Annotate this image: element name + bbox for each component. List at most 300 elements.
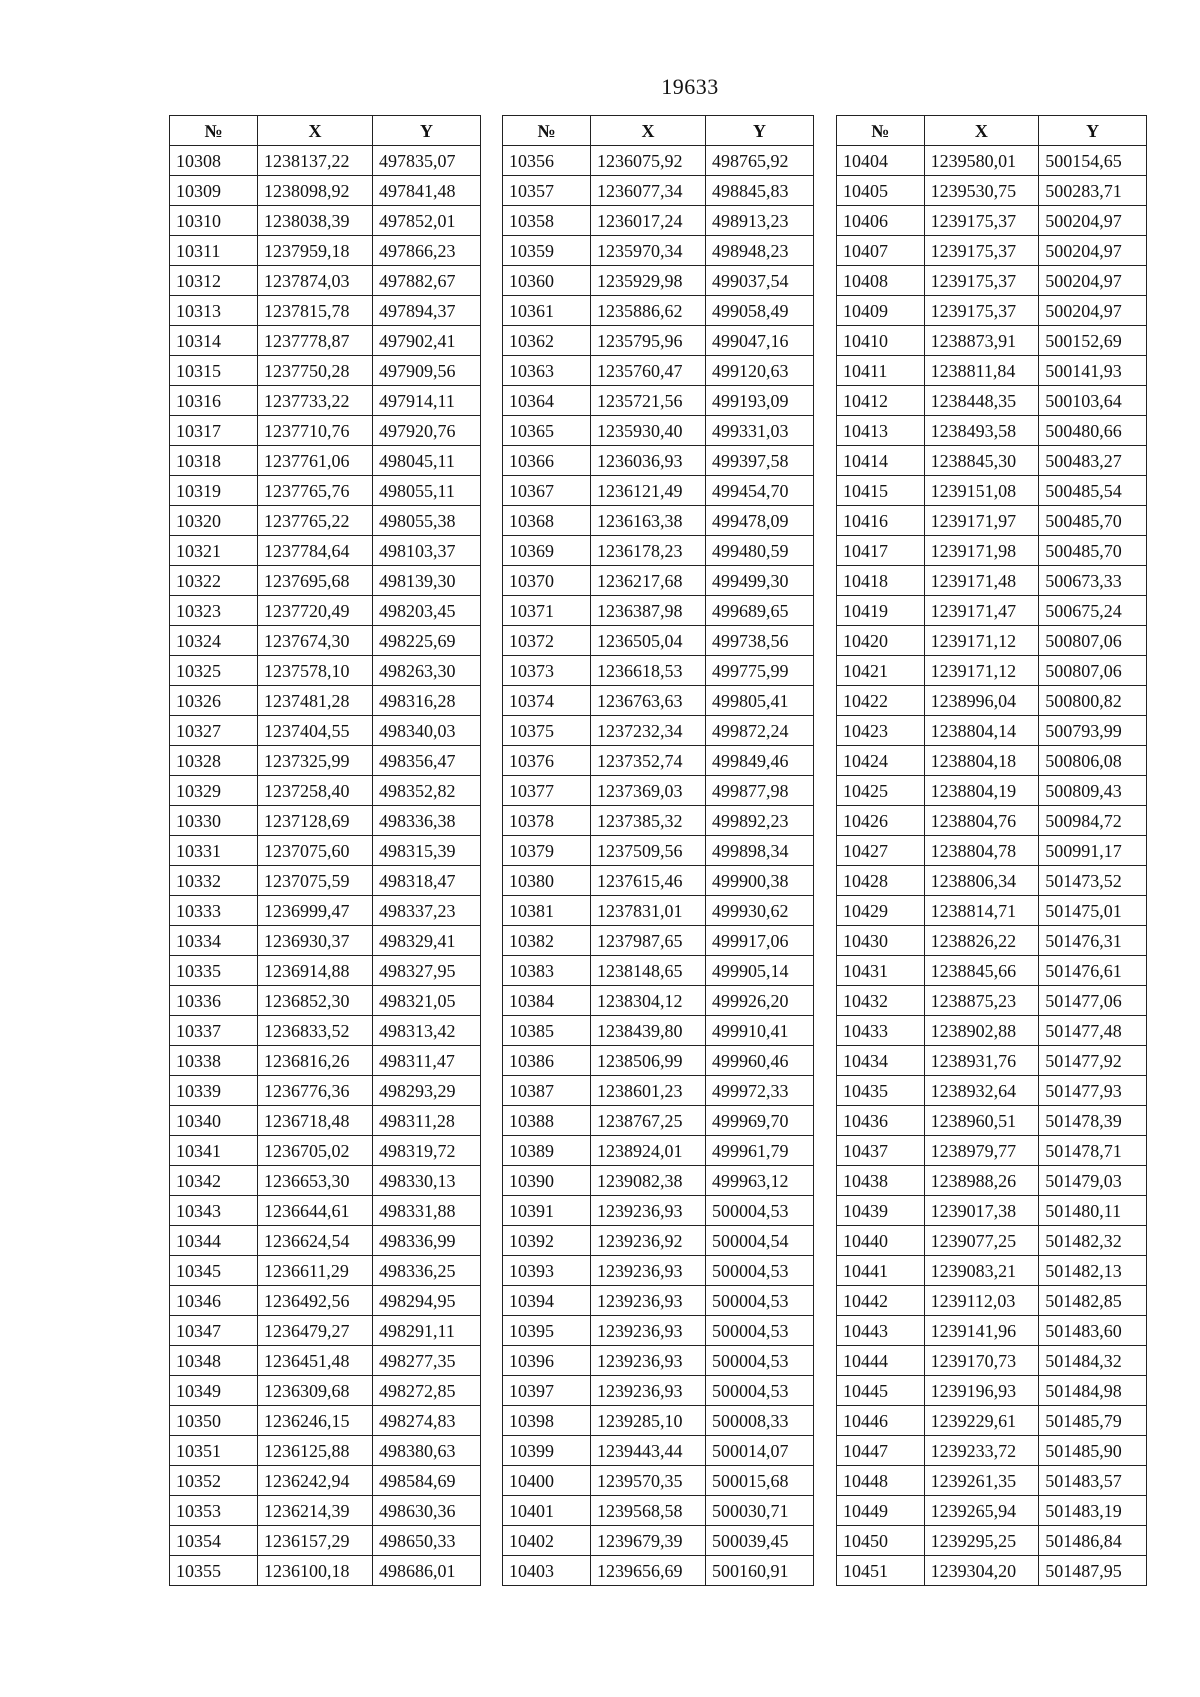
point-number-cell: 10422 (837, 686, 925, 716)
y-coordinate-cell: 500014,07 (706, 1436, 814, 1466)
table-row (837, 1496, 1147, 1526)
x-coordinate-cell: 1239236,93 (591, 1376, 706, 1406)
point-number-cell: 10397 (503, 1376, 591, 1406)
x-coordinate-cell: 1237784,64 (258, 536, 373, 566)
point-number-cell: 10326 (170, 686, 258, 716)
x-coordinate-cell: 1237831,01 (591, 896, 706, 926)
table-row (503, 596, 814, 626)
y-coordinate-cell: 500483,27 (1039, 446, 1147, 476)
y-coordinate-cell: 500152,69 (1039, 326, 1147, 356)
table-row (503, 1106, 814, 1136)
table-row (837, 1346, 1147, 1376)
point-number-cell: 10341 (170, 1136, 258, 1166)
x-coordinate-cell: 1238811,84 (924, 356, 1039, 386)
table-row (503, 1136, 814, 1166)
point-number-cell: 10392 (503, 1226, 591, 1256)
x-coordinate-cell: 1239083,21 (924, 1256, 1039, 1286)
y-coordinate-cell: 497920,76 (373, 416, 481, 446)
table-row (503, 1526, 814, 1556)
point-number-cell: 10308 (170, 146, 258, 176)
x-coordinate-cell: 1236121,49 (591, 476, 706, 506)
x-coordinate-cell: 1238960,51 (924, 1106, 1039, 1136)
x-coordinate-cell: 1236157,29 (258, 1526, 373, 1556)
y-coordinate-cell: 499331,03 (706, 416, 814, 446)
point-number-cell: 10440 (837, 1226, 925, 1256)
point-number-cell: 10368 (503, 506, 591, 536)
y-coordinate-cell: 501478,71 (1039, 1136, 1147, 1166)
point-number-cell: 10431 (837, 956, 925, 986)
table-row (170, 1406, 481, 1436)
point-number-cell: 10411 (837, 356, 925, 386)
table-row (837, 236, 1147, 266)
y-coordinate-cell: 498336,38 (373, 806, 481, 836)
point-number-cell: 10421 (837, 656, 925, 686)
table-row (503, 416, 814, 446)
x-coordinate-cell: 1238601,23 (591, 1076, 706, 1106)
point-number-cell: 10449 (837, 1496, 925, 1526)
point-number-cell: 10373 (503, 656, 591, 686)
point-number-cell: 10356 (503, 146, 591, 176)
table-row (503, 566, 814, 596)
y-coordinate-cell: 499892,23 (706, 806, 814, 836)
point-number-cell: 10388 (503, 1106, 591, 1136)
point-number-cell: 10434 (837, 1046, 925, 1076)
point-number-cell: 10320 (170, 506, 258, 536)
table-row (170, 146, 481, 176)
point-number-cell: 10371 (503, 596, 591, 626)
table-row (837, 416, 1147, 446)
table-row (503, 1256, 814, 1286)
x-coordinate-cell: 1236505,04 (591, 626, 706, 656)
x-coordinate-cell: 1236242,94 (258, 1466, 373, 1496)
y-coordinate-cell: 498330,13 (373, 1166, 481, 1196)
y-coordinate-cell: 497852,01 (373, 206, 481, 236)
x-coordinate-cell: 1239304,20 (924, 1556, 1039, 1586)
table-row (837, 1136, 1147, 1166)
x-coordinate-cell: 1239082,38 (591, 1166, 706, 1196)
y-coordinate-cell: 498584,69 (373, 1466, 481, 1496)
table-row (837, 1166, 1147, 1196)
y-coordinate-cell: 499877,98 (706, 776, 814, 806)
y-coordinate-cell: 500809,43 (1039, 776, 1147, 806)
y-coordinate-cell: 500204,97 (1039, 296, 1147, 326)
y-coordinate-cell: 500673,33 (1039, 566, 1147, 596)
coordinate-tables (169, 115, 1147, 1615)
point-number-cell: 10406 (837, 206, 925, 236)
x-coordinate-cell: 1236036,93 (591, 446, 706, 476)
table-row (170, 866, 481, 896)
x-coordinate-cell: 1238038,39 (258, 206, 373, 236)
table-row (170, 716, 481, 746)
table-row (837, 686, 1147, 716)
point-number-cell: 10412 (837, 386, 925, 416)
point-number-cell: 10337 (170, 1016, 258, 1046)
table-row (837, 1016, 1147, 1046)
y-coordinate-cell: 500204,97 (1039, 266, 1147, 296)
table-row (170, 986, 481, 1016)
x-coordinate-cell: 1238814,71 (924, 896, 1039, 926)
y-coordinate-cell: 501477,92 (1039, 1046, 1147, 1076)
x-coordinate-cell: 1237710,76 (258, 416, 373, 446)
table-row (170, 1076, 481, 1106)
y-coordinate-cell: 501475,01 (1039, 896, 1147, 926)
point-number-cell: 10375 (503, 716, 591, 746)
point-number-cell: 10398 (503, 1406, 591, 1436)
x-coordinate-cell: 1239233,72 (924, 1436, 1039, 1466)
table-row (170, 896, 481, 926)
x-coordinate-cell: 1237750,28 (258, 356, 373, 386)
table-row (170, 536, 481, 566)
x-coordinate-cell: 1238804,18 (924, 746, 1039, 776)
y-coordinate-cell: 501477,06 (1039, 986, 1147, 1016)
table-row (503, 386, 814, 416)
x-coordinate-cell: 1239443,44 (591, 1436, 706, 1466)
y-coordinate-cell: 501476,61 (1039, 956, 1147, 986)
y-coordinate-cell: 501477,93 (1039, 1076, 1147, 1106)
x-coordinate-cell: 1237404,55 (258, 716, 373, 746)
point-number-cell: 10351 (170, 1436, 258, 1466)
table-row (170, 1436, 481, 1466)
column-header-y: Y (1039, 116, 1147, 146)
y-coordinate-cell: 501476,31 (1039, 926, 1147, 956)
y-coordinate-cell: 499775,99 (706, 656, 814, 686)
y-coordinate-cell: 498291,11 (373, 1316, 481, 1346)
point-number-cell: 10416 (837, 506, 925, 536)
y-coordinate-cell: 501484,98 (1039, 1376, 1147, 1406)
y-coordinate-cell: 498380,63 (373, 1436, 481, 1466)
table-row (837, 206, 1147, 236)
y-coordinate-cell: 498294,95 (373, 1286, 481, 1316)
x-coordinate-cell: 1237615,46 (591, 866, 706, 896)
point-number-cell: 10424 (837, 746, 925, 776)
y-coordinate-cell: 499926,20 (706, 986, 814, 1016)
y-coordinate-cell: 499917,06 (706, 926, 814, 956)
point-number-cell: 10367 (503, 476, 591, 506)
table-row (503, 236, 814, 266)
x-coordinate-cell: 1236776,36 (258, 1076, 373, 1106)
y-coordinate-cell: 499930,62 (706, 896, 814, 926)
column-header-y: Y (706, 116, 814, 146)
y-coordinate-cell: 501487,95 (1039, 1556, 1147, 1586)
table-row (503, 956, 814, 986)
column-header-number: № (170, 116, 258, 146)
x-coordinate-cell: 1237509,56 (591, 836, 706, 866)
x-coordinate-cell: 1238996,04 (924, 686, 1039, 716)
point-number-cell: 10405 (837, 176, 925, 206)
table-row (503, 446, 814, 476)
point-number-cell: 10325 (170, 656, 258, 686)
y-coordinate-cell: 498203,45 (373, 596, 481, 626)
y-coordinate-cell: 500004,53 (706, 1286, 814, 1316)
table-row (503, 626, 814, 656)
point-number-cell: 10318 (170, 446, 258, 476)
x-coordinate-cell: 1238148,65 (591, 956, 706, 986)
table-row (170, 956, 481, 986)
table-row (503, 1226, 814, 1256)
point-number-cell: 10444 (837, 1346, 925, 1376)
x-coordinate-cell: 1239261,35 (924, 1466, 1039, 1496)
table-row (170, 1136, 481, 1166)
x-coordinate-cell: 1237075,59 (258, 866, 373, 896)
x-coordinate-cell: 1236611,29 (258, 1256, 373, 1286)
x-coordinate-cell: 1239112,03 (924, 1286, 1039, 1316)
x-coordinate-cell: 1236763,63 (591, 686, 706, 716)
y-coordinate-cell: 500984,72 (1039, 806, 1147, 836)
y-coordinate-cell: 501483,57 (1039, 1466, 1147, 1496)
table-row (170, 596, 481, 626)
point-number-cell: 10409 (837, 296, 925, 326)
x-coordinate-cell: 1236125,88 (258, 1436, 373, 1466)
y-coordinate-cell: 500800,82 (1039, 686, 1147, 716)
x-coordinate-cell: 1239017,38 (924, 1196, 1039, 1226)
y-coordinate-cell: 499454,70 (706, 476, 814, 506)
x-coordinate-cell: 1239170,73 (924, 1346, 1039, 1376)
point-number-cell: 10370 (503, 566, 591, 596)
point-number-cell: 10442 (837, 1286, 925, 1316)
point-number-cell: 10425 (837, 776, 925, 806)
table-row (170, 1466, 481, 1496)
y-coordinate-cell: 501483,60 (1039, 1316, 1147, 1346)
y-coordinate-cell: 498845,83 (706, 176, 814, 206)
table-row (503, 176, 814, 206)
table-row (503, 146, 814, 176)
x-coordinate-cell: 1239229,61 (924, 1406, 1039, 1436)
x-coordinate-cell: 1236217,68 (591, 566, 706, 596)
table-row (837, 326, 1147, 356)
point-number-cell: 10404 (837, 146, 925, 176)
x-coordinate-cell: 1238873,91 (924, 326, 1039, 356)
point-number-cell: 10311 (170, 236, 258, 266)
table-row (503, 536, 814, 566)
table-row (503, 296, 814, 326)
y-coordinate-cell: 499058,49 (706, 296, 814, 326)
y-coordinate-cell: 499397,58 (706, 446, 814, 476)
y-coordinate-cell: 499193,09 (706, 386, 814, 416)
x-coordinate-cell: 1237481,28 (258, 686, 373, 716)
y-coordinate-cell: 500160,91 (706, 1556, 814, 1586)
y-coordinate-cell: 501483,19 (1039, 1496, 1147, 1526)
table-row (837, 896, 1147, 926)
point-number-cell: 10414 (837, 446, 925, 476)
x-coordinate-cell: 1239151,08 (924, 476, 1039, 506)
table-row (837, 626, 1147, 656)
table-row (170, 1286, 481, 1316)
point-number-cell: 10393 (503, 1256, 591, 1286)
point-number-cell: 10446 (837, 1406, 925, 1436)
table-row (837, 1376, 1147, 1406)
point-number-cell: 10417 (837, 536, 925, 566)
y-coordinate-cell: 499960,46 (706, 1046, 814, 1076)
x-coordinate-cell: 1238767,25 (591, 1106, 706, 1136)
column-header-x: X (591, 116, 706, 146)
table-row (170, 1046, 481, 1076)
x-coordinate-cell: 1238804,14 (924, 716, 1039, 746)
y-coordinate-cell: 497894,37 (373, 296, 481, 326)
x-coordinate-cell: 1238804,19 (924, 776, 1039, 806)
y-coordinate-cell: 500004,53 (706, 1316, 814, 1346)
y-coordinate-cell: 500485,54 (1039, 476, 1147, 506)
point-number-cell: 10381 (503, 896, 591, 926)
table-row (170, 746, 481, 776)
point-number-cell: 10365 (503, 416, 591, 446)
y-coordinate-cell: 500806,08 (1039, 746, 1147, 776)
y-coordinate-cell: 500004,53 (706, 1346, 814, 1376)
y-coordinate-cell: 499689,65 (706, 596, 814, 626)
point-number-cell: 10336 (170, 986, 258, 1016)
x-coordinate-cell: 1238098,92 (258, 176, 373, 206)
point-number-cell: 10355 (170, 1556, 258, 1586)
x-coordinate-cell: 1236492,56 (258, 1286, 373, 1316)
y-coordinate-cell: 497841,48 (373, 176, 481, 206)
table-row (170, 1556, 481, 1586)
column-header-number: № (837, 116, 925, 146)
x-coordinate-cell: 1238845,66 (924, 956, 1039, 986)
x-coordinate-cell: 1236930,37 (258, 926, 373, 956)
table-row (503, 866, 814, 896)
y-coordinate-cell: 499972,33 (706, 1076, 814, 1106)
y-coordinate-cell: 499910,41 (706, 1016, 814, 1046)
table-row (170, 326, 481, 356)
point-number-cell: 10328 (170, 746, 258, 776)
point-number-cell: 10400 (503, 1466, 591, 1496)
y-coordinate-cell: 499120,63 (706, 356, 814, 386)
y-coordinate-cell: 500008,33 (706, 1406, 814, 1436)
y-coordinate-cell: 498319,72 (373, 1136, 481, 1166)
table-header-row (837, 116, 1147, 146)
point-number-cell: 10429 (837, 896, 925, 926)
table-row (837, 566, 1147, 596)
table-row (837, 776, 1147, 806)
point-number-cell: 10432 (837, 986, 925, 1016)
y-coordinate-cell: 499905,14 (706, 956, 814, 986)
y-coordinate-cell: 500283,71 (1039, 176, 1147, 206)
point-number-cell: 10339 (170, 1076, 258, 1106)
y-coordinate-cell: 498352,82 (373, 776, 481, 806)
y-coordinate-cell: 497902,41 (373, 326, 481, 356)
table-row (503, 326, 814, 356)
y-coordinate-cell: 499900,38 (706, 866, 814, 896)
column-header-x: X (924, 116, 1039, 146)
x-coordinate-cell: 1239171,12 (924, 626, 1039, 656)
x-coordinate-cell: 1235721,56 (591, 386, 706, 416)
table-row (837, 476, 1147, 506)
table-row (503, 266, 814, 296)
y-coordinate-cell: 500485,70 (1039, 536, 1147, 566)
y-coordinate-cell: 498045,11 (373, 446, 481, 476)
x-coordinate-cell: 1238439,80 (591, 1016, 706, 1046)
x-coordinate-cell: 1238826,22 (924, 926, 1039, 956)
table-row (837, 296, 1147, 326)
point-number-cell: 10319 (170, 476, 258, 506)
x-coordinate-cell: 1238924,01 (591, 1136, 706, 1166)
x-coordinate-cell: 1236624,54 (258, 1226, 373, 1256)
x-coordinate-cell: 1237765,76 (258, 476, 373, 506)
table-row (170, 1226, 481, 1256)
table-row (837, 866, 1147, 896)
x-coordinate-cell: 1235886,62 (591, 296, 706, 326)
point-number-cell: 10346 (170, 1286, 258, 1316)
point-number-cell: 10342 (170, 1166, 258, 1196)
table-row (170, 1496, 481, 1526)
x-coordinate-cell: 1239236,93 (591, 1196, 706, 1226)
x-coordinate-cell: 1238493,58 (924, 416, 1039, 446)
table-header-row (170, 116, 481, 146)
table-row (503, 1466, 814, 1496)
y-coordinate-cell: 498293,29 (373, 1076, 481, 1106)
table-row (503, 656, 814, 686)
table-row (503, 746, 814, 776)
y-coordinate-cell: 498336,99 (373, 1226, 481, 1256)
point-number-cell: 10386 (503, 1046, 591, 1076)
y-coordinate-cell: 500991,17 (1039, 836, 1147, 866)
x-coordinate-cell: 1236100,18 (258, 1556, 373, 1586)
table-row (837, 1526, 1147, 1556)
y-coordinate-cell: 498263,30 (373, 656, 481, 686)
y-coordinate-cell: 499849,46 (706, 746, 814, 776)
point-number-cell: 10445 (837, 1376, 925, 1406)
y-coordinate-cell: 498913,23 (706, 206, 814, 236)
table-row (837, 956, 1147, 986)
table-row (170, 386, 481, 416)
point-number-cell: 10317 (170, 416, 258, 446)
x-coordinate-cell: 1237325,99 (258, 746, 373, 776)
x-coordinate-cell: 1235970,34 (591, 236, 706, 266)
point-number-cell: 10363 (503, 356, 591, 386)
x-coordinate-cell: 1235930,40 (591, 416, 706, 446)
table-row (503, 1436, 814, 1466)
y-coordinate-cell: 498356,47 (373, 746, 481, 776)
x-coordinate-cell: 1238804,78 (924, 836, 1039, 866)
table-row (837, 176, 1147, 206)
point-number-cell: 10372 (503, 626, 591, 656)
table-row (170, 266, 481, 296)
y-coordinate-cell: 498765,92 (706, 146, 814, 176)
point-number-cell: 10382 (503, 926, 591, 956)
point-number-cell: 10353 (170, 1496, 258, 1526)
y-coordinate-cell: 498272,85 (373, 1376, 481, 1406)
table-row (503, 1496, 814, 1526)
x-coordinate-cell: 1238932,64 (924, 1076, 1039, 1106)
y-coordinate-cell: 499961,79 (706, 1136, 814, 1166)
point-number-cell: 10437 (837, 1136, 925, 1166)
point-number-cell: 10389 (503, 1136, 591, 1166)
x-coordinate-cell: 1239175,37 (924, 266, 1039, 296)
table-row (170, 296, 481, 326)
point-number-cell: 10369 (503, 536, 591, 566)
x-coordinate-cell: 1239236,93 (591, 1346, 706, 1376)
y-coordinate-cell: 501478,39 (1039, 1106, 1147, 1136)
point-number-cell: 10334 (170, 926, 258, 956)
y-coordinate-cell: 501484,32 (1039, 1346, 1147, 1376)
point-number-cell: 10407 (837, 236, 925, 266)
point-number-cell: 10430 (837, 926, 925, 956)
x-coordinate-cell: 1237232,34 (591, 716, 706, 746)
table-row (837, 1406, 1147, 1436)
y-coordinate-cell: 498336,25 (373, 1256, 481, 1286)
x-coordinate-cell: 1239171,47 (924, 596, 1039, 626)
x-coordinate-cell: 1237674,30 (258, 626, 373, 656)
point-number-cell: 10419 (837, 596, 925, 626)
point-number-cell: 10360 (503, 266, 591, 296)
x-coordinate-cell: 1239171,97 (924, 506, 1039, 536)
x-coordinate-cell: 1237765,22 (258, 506, 373, 536)
y-coordinate-cell: 499898,34 (706, 836, 814, 866)
table-row (170, 836, 481, 866)
point-number-cell: 10394 (503, 1286, 591, 1316)
x-coordinate-cell: 1235760,47 (591, 356, 706, 386)
y-coordinate-cell: 501479,03 (1039, 1166, 1147, 1196)
point-number-cell: 10345 (170, 1256, 258, 1286)
